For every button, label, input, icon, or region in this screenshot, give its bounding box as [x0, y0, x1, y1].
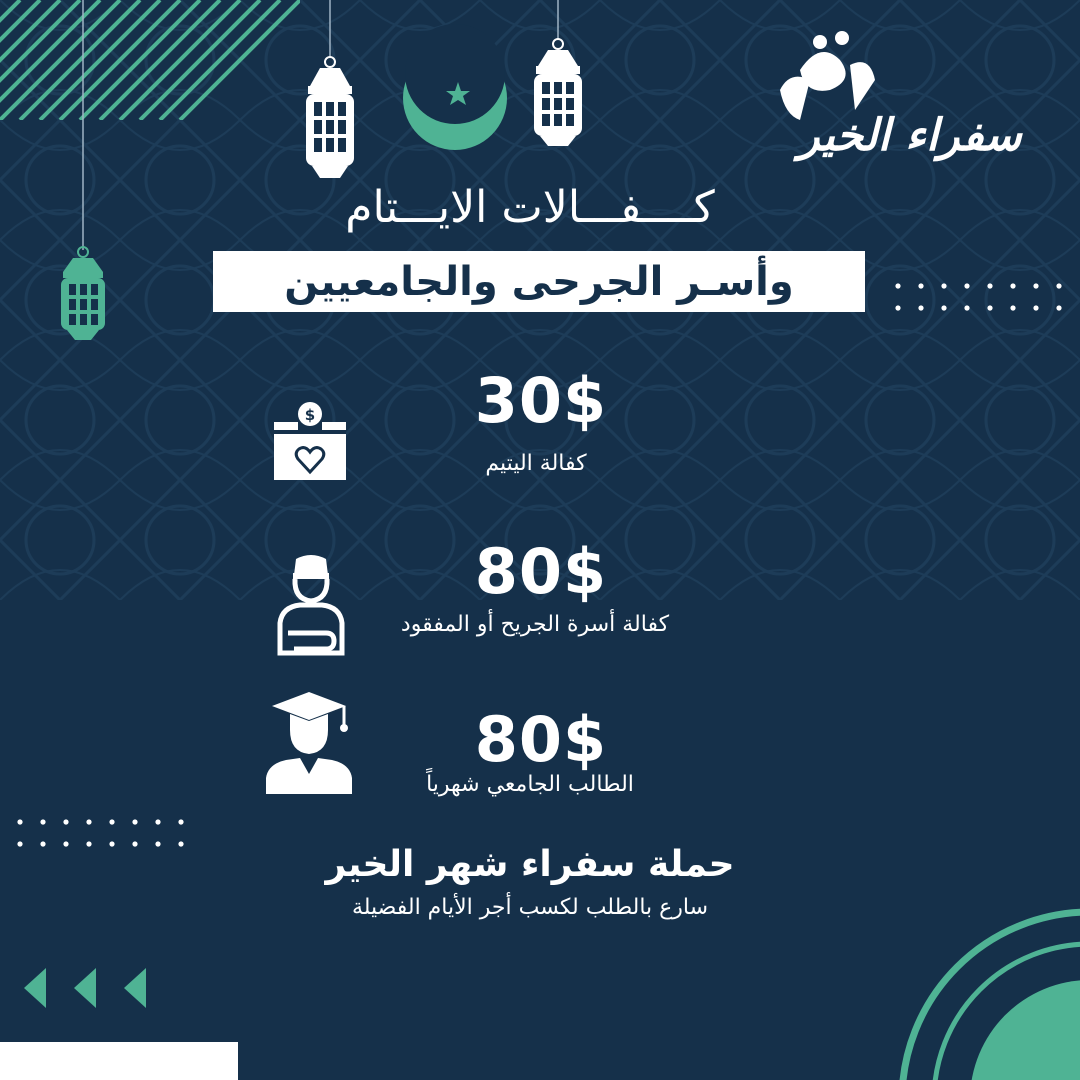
label-orphan: كفالة اليتيم [485, 451, 587, 476]
price-student: 80$ [474, 703, 608, 776]
campaign-subtitle: سارع بالطلب لكسب أجر الأيام الفضيلة [351, 895, 709, 920]
price-injured: 80$ [474, 535, 608, 608]
lantern-icon [306, 57, 354, 178]
donation-box-heart-icon [272, 400, 348, 482]
arrows-decoration [20, 966, 150, 1010]
label-student: الطالب الجامعي شهرياً [426, 772, 634, 797]
dot-grid [10, 812, 195, 852]
arrow-left-icon [24, 968, 46, 1008]
price-orphan: 30$ [474, 364, 608, 437]
page-title: كــــفـــالات الايـــتام [345, 182, 715, 233]
subtitle-band [213, 251, 865, 312]
lantern-icon [534, 39, 582, 146]
logo-text: سفراء الخير [798, 110, 1022, 161]
lantern-icon [61, 247, 105, 340]
logo [760, 20, 1050, 180]
arrow-left-icon [124, 968, 146, 1008]
campaign-title: حملة سفراء شهر الخير [325, 844, 735, 885]
crescent-star-icon [403, 24, 507, 150]
corner-white-block [0, 1042, 238, 1080]
corner-circles [890, 900, 1080, 1080]
svg-text:$: $ [304, 406, 316, 424]
graduate-icon [264, 690, 354, 796]
dot-grid [890, 278, 1070, 318]
injured-person-icon [276, 553, 346, 657]
page-subtitle: وأسـر الجرحى والجامعيين [284, 258, 794, 305]
arrow-left-icon [74, 968, 96, 1008]
label-injured: كفالة أسرة الجريح أو المفقود [400, 612, 670, 637]
